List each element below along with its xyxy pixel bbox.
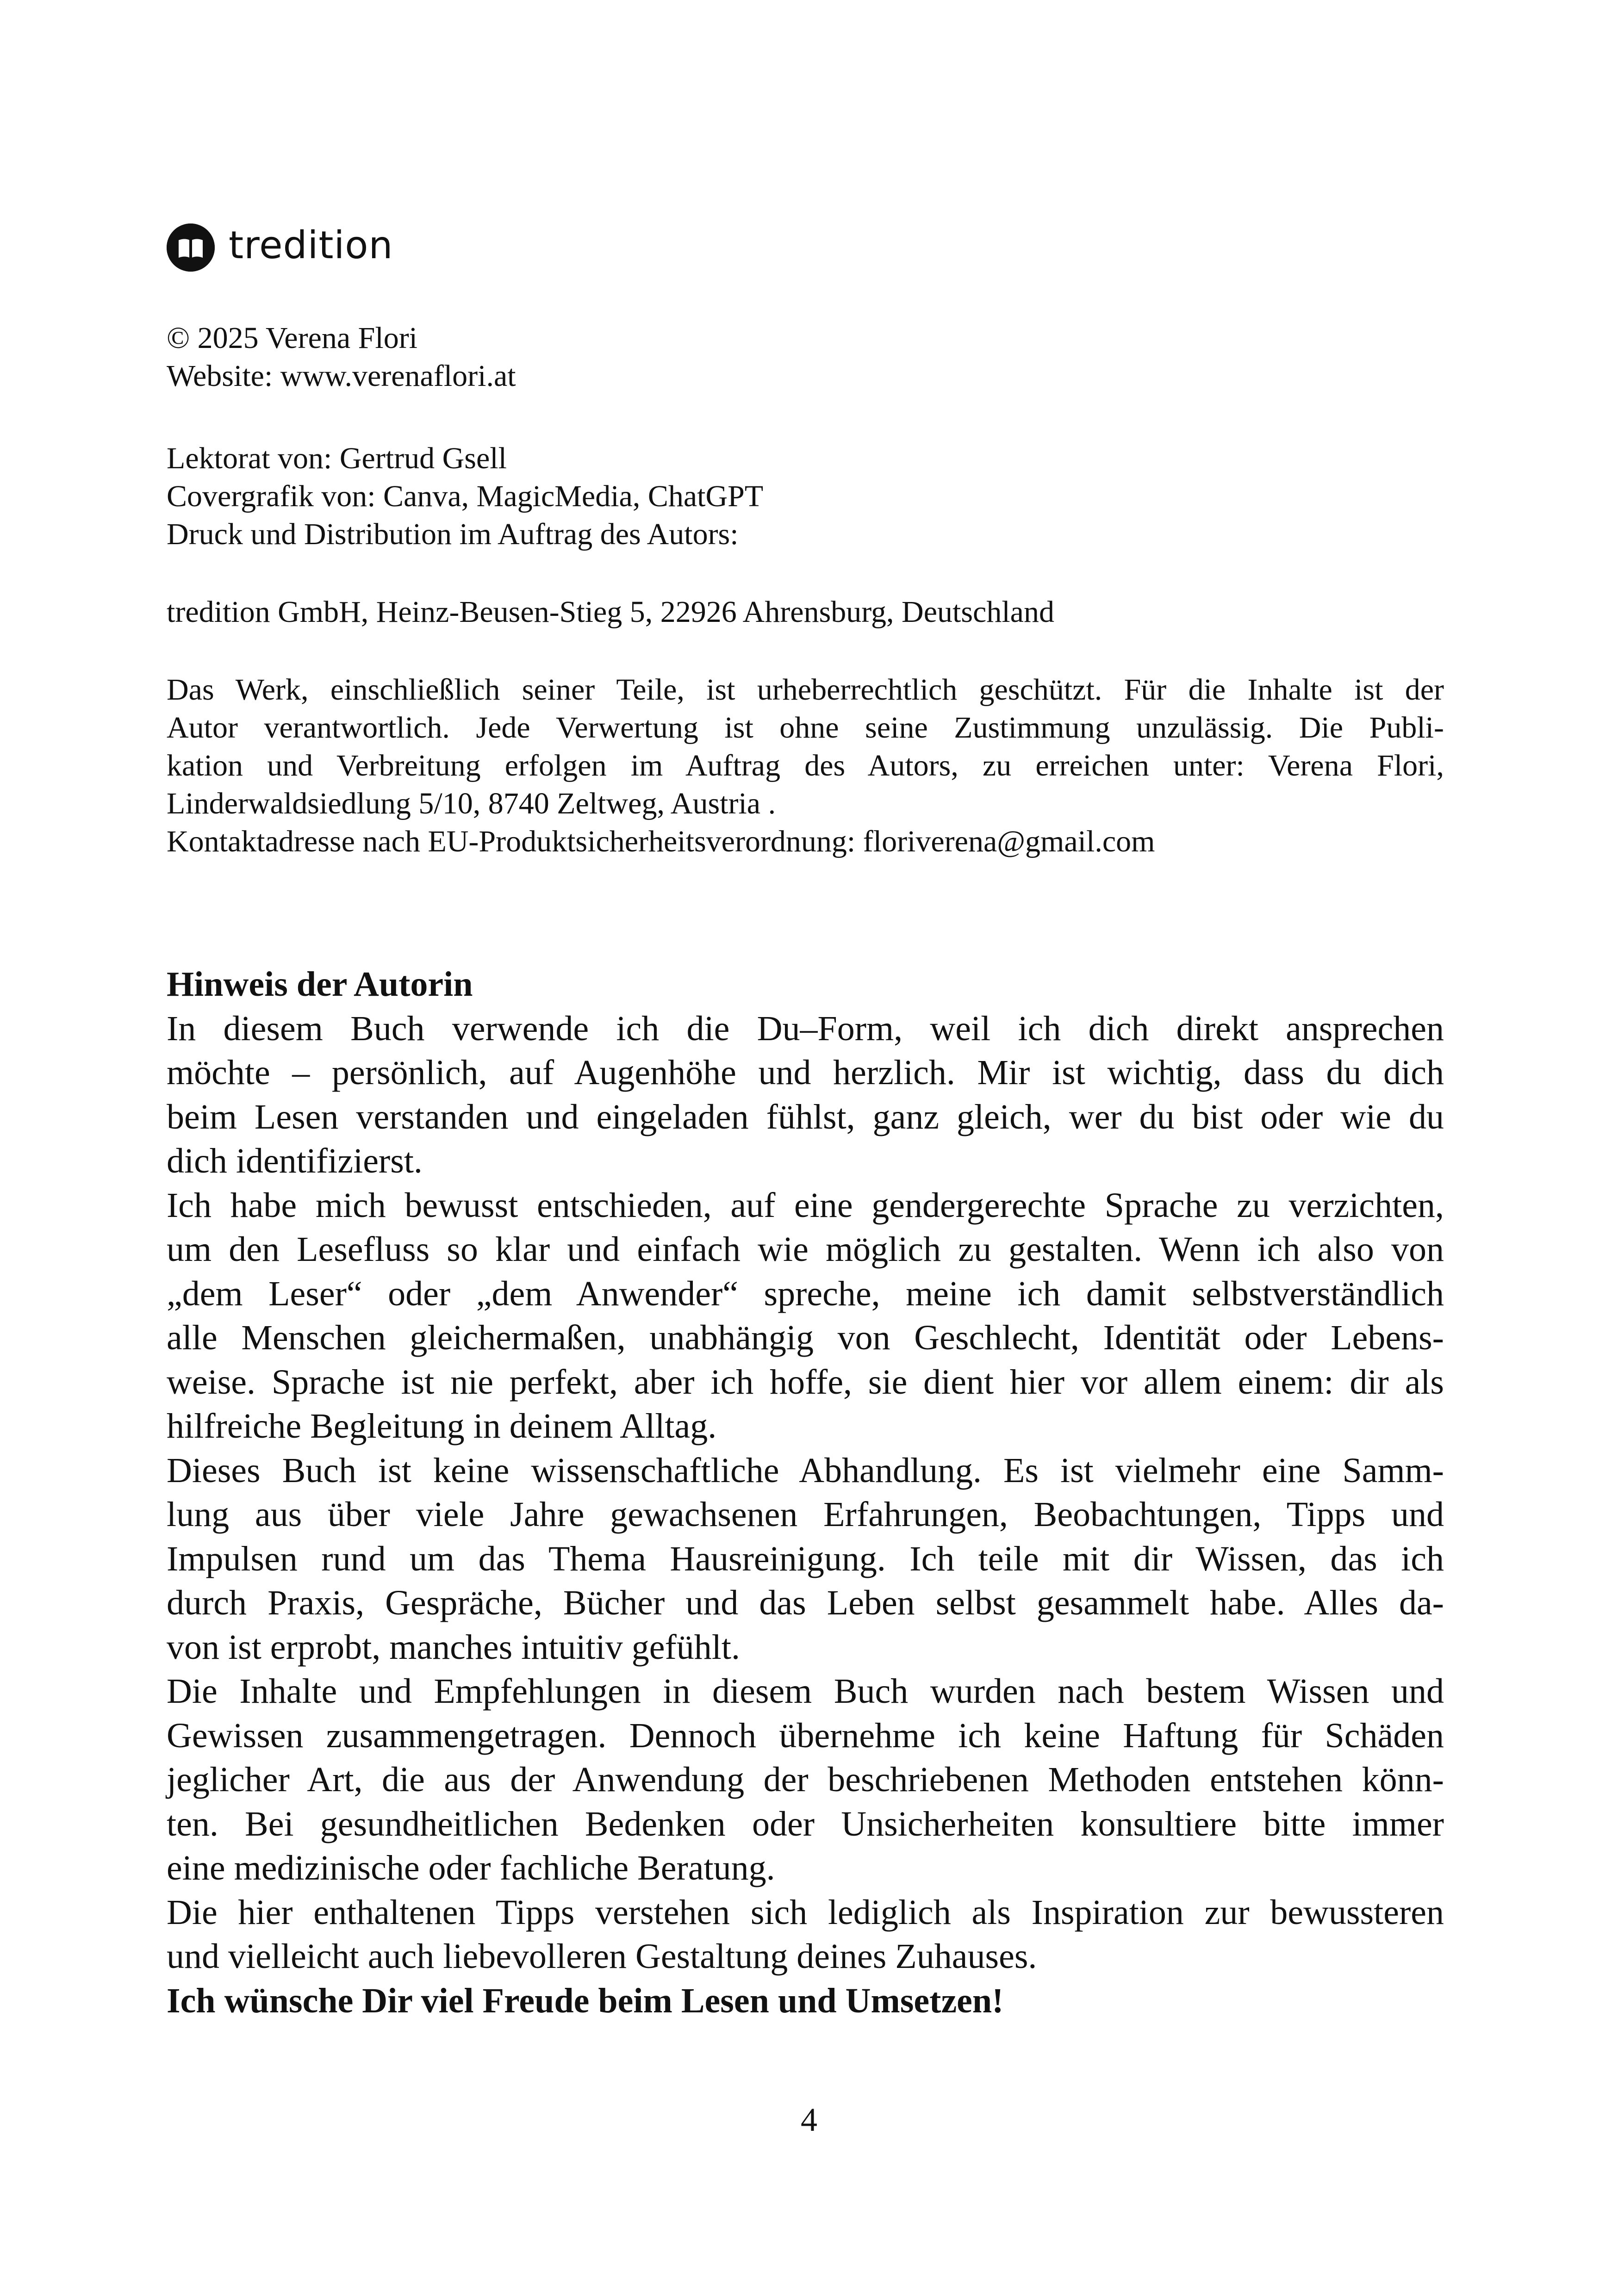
page-content [167,222,1444,2023]
note-line: möchte – persönlich, auf Augenhöhe und herzlich. Mir ist wichtig, dass du dich [167,1053,1444,1092]
page-number: 4 [801,2101,817,2138]
note-line: hilfreiche Begleitung in deinem Alltag. [167,1407,717,1446]
legal-line: Das Werk, einschließlich seiner Teile, ist urheberrechtlich geschützt. Für die Inhalte ist der [167,673,1444,707]
note-paragraph-2 [167,1184,1444,1449]
note-line: Die Inhalte und Empfehlungen in diesem Buch wurden nach bestem Wissen und [167,1672,1444,1711]
note-line: dich identifizierst. [167,1142,423,1180]
logo-wordmark: tredition [229,223,393,267]
closing-line: Ich wünsche Dir viel Freude beim Lesen und Umsetzen! [167,1981,1004,2020]
note-paragraph-3 [167,1449,1444,1670]
contact-line: Kontaktadresse nach EU-Produktsicherheitsverordnung: floriverena@gmail.com [167,825,1155,858]
note-line: alle Menschen gleichermaßen, unabhängig von Geschlecht, Identität oder Lebens- [167,1318,1444,1357]
note-line: Ich habe mich bewusst entschieden, auf eine gendergerechte Sprache zu verzichten, [167,1185,1444,1225]
credits-block [167,440,1444,553]
copyright-block [167,319,1444,395]
note-line: jeglicher Art, die aus der Anwendung der beschriebenen Methoden entstehen könn- [167,1760,1444,1799]
note-line: Die hier enthaltenen Tipps verstehen sich lediglich als Inspiration zur bewussteren [167,1893,1444,1932]
note-line: beim Lesen verstanden und eingeladen fühlst, ganz gleich, wer du bist oder wie du [167,1097,1444,1136]
tredition-logo-icon [167,223,215,272]
editor-line: Lektorat von: Gertrud Gsell [167,441,507,475]
note-line: Gewissen zusammengetragen. Dennoch übernehme ich keine Haftung für Schäden [167,1716,1444,1755]
legal-line: Linderwaldsiedlung 5/10, 8740 Zeltweg, Austria . [167,787,776,820]
note-paragraph-1 [167,1007,1444,1184]
note-line: weise. Sprache ist nie perfekt, aber ich hoffe, sie dient hier vor allem einem: dir als [167,1362,1444,1402]
note-line: Dieses Buch ist keine wissenschaftliche Abhandlung. Es ist vielmehr eine Samm- [167,1451,1444,1490]
note-line: durch Praxis, Gespräche, Bücher und das Leben selbst gesammelt habe. Alles da- [167,1583,1444,1622]
author-note [167,962,1444,2023]
note-line: um den Lesefluss so klar und einfach wie möglich zu gestalten. Wenn ich also von [167,1230,1444,1269]
publisher-address: tredition GmbH, Heinz-Beusen-Stieg 5, 22926 Ahrensburg, Deutschland [167,595,1054,629]
legal-notice [167,671,1444,861]
note-line: und vielleicht auch liebevolleren Gestaltung deines Zuhauses. [167,1937,1037,1976]
note-paragraph-5 [167,1891,1444,1979]
note-line: ten. Bei gesundheitlichen Bedenken oder Unsicherheiten konsultiere bitte immer [167,1804,1444,1843]
publisher-address-block [167,593,1444,631]
note-line: eine medizinische oder fachliche Beratung. [167,1849,775,1887]
cover-credit-line: Covergrafik von: Canva, MagicMedia, ChatGPT [167,479,764,513]
author-note-heading: Hinweis der Autorin [167,965,473,1004]
note-line: von ist erprobt, manches intuitiv gefühlt. [167,1627,741,1667]
imprint [167,319,1444,861]
note-line: lung aus über viele Jahre gewachsenen Erfahrungen, Beobachtungen, Tipps und [167,1495,1444,1534]
website-line: Website: www.verenaflori.at [167,359,516,393]
legal-line: kation und Verbreitung erfolgen im Auftrag des Autors, zu erreichen unter: Verena Flori, [167,749,1444,782]
legal-line: Autor verantwortlich. Jede Verwertung ist ohne seine Zustimmung unzulässig. Die Publi- [167,711,1444,745]
note-line: Impulsen rund um das Thema Hausreinigung. Ich teile mit dir Wissen, das ich [167,1539,1444,1578]
copyright-line: © 2025 Verena Flori [167,321,418,355]
distribution-line: Druck und Distribution im Auftrag des Autors: [167,517,739,551]
note-line: In diesem Buch verwende ich die Du–Form, weil ich dich direkt ansprechen [167,1009,1444,1048]
note-paragraph-4 [167,1669,1444,1891]
publisher-logo [167,222,1444,273]
note-line: „dem Leser“ oder „dem Anwender“ spreche, meine ich damit selbstverständlich [167,1274,1444,1313]
